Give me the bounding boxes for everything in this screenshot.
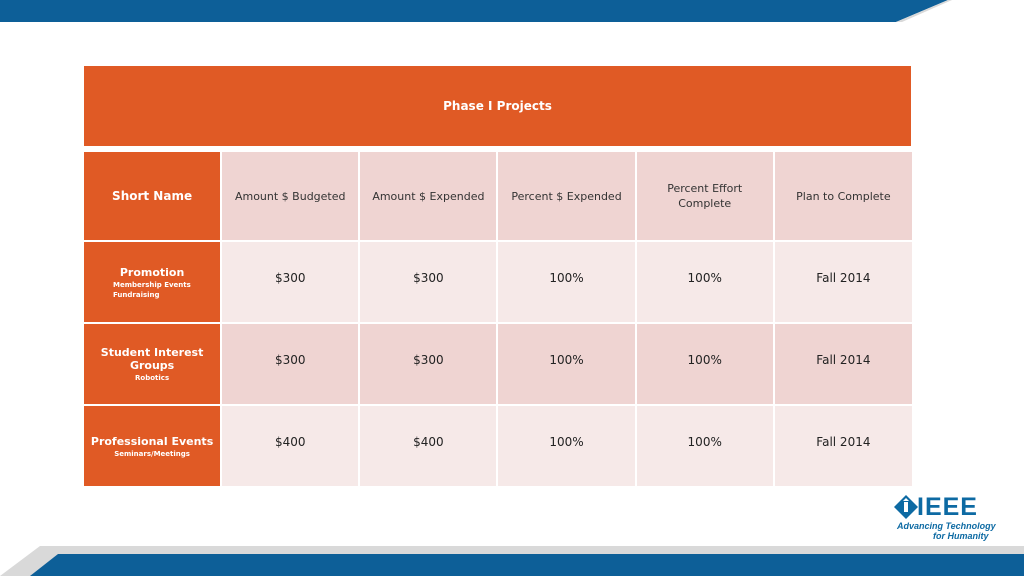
cell-amount-budgeted: $300: [221, 241, 359, 323]
ieee-diamond-icon: [893, 494, 919, 520]
bottom-decorative-bar: [0, 546, 1024, 576]
row-header-student-interest-groups: [83, 323, 221, 405]
column-header-amount-expended: Amount $ Expended: [359, 151, 497, 241]
cell-amount-expended: $300: [359, 241, 497, 323]
cell-percent-effort: 100%: [636, 241, 774, 323]
column-header-plan-to-complete: Plan to Complete: [774, 151, 912, 241]
column-header-percent-expended: Percent $ Expended: [497, 151, 635, 241]
row-subtitle: Robotics: [135, 374, 170, 382]
percent-effort-line-2: Complete: [678, 197, 732, 210]
top-decorative-bar: [0, 0, 1024, 22]
percent-effort-line-1: Percent Effort: [667, 182, 743, 195]
row-header-professional-events: [83, 405, 221, 486]
row-header-promotion: [83, 241, 221, 323]
cell-amount-expended: $400: [359, 405, 497, 486]
cell-amount-budgeted: $300: [221, 323, 359, 405]
cell-plan-to-complete: Fall 2014: [774, 405, 912, 486]
row-title: Promotion: [119, 265, 185, 279]
cell-percent-effort: 100%: [636, 323, 774, 405]
cell-plan-to-complete: Fall 2014: [774, 241, 912, 323]
cell-percent-expended: 100%: [497, 241, 635, 323]
table-row: [83, 323, 912, 405]
row-title: Professional Events: [90, 434, 214, 448]
ieee-tagline: Advancing Technology: [897, 521, 996, 531]
cell-amount-expended: $300: [359, 323, 497, 405]
ieee-logo: [893, 491, 1003, 545]
cell-percent-expended: 100%: [497, 405, 635, 486]
cell-percent-effort: 100%: [636, 405, 774, 486]
table-row: [83, 241, 912, 323]
column-header-short-name: Short Name: [83, 151, 221, 241]
cell-plan-to-complete: Fall 2014: [774, 323, 912, 405]
column-header-amount-budgeted: Amount $ Budgeted: [221, 151, 359, 241]
table-title: Phase I Projects: [83, 65, 912, 147]
ieee-wordmark: IEEE: [917, 493, 978, 521]
cell-amount-budgeted: $400: [221, 405, 359, 486]
row-title: Student Interest Groups: [100, 346, 204, 372]
row-subtitle: Seminars/Meetings: [114, 449, 190, 458]
phase-projects-table: [82, 64, 913, 486]
row-subtitle: Fundraising: [113, 290, 160, 299]
table-row: [83, 405, 912, 486]
ieee-tagline: for Humanity: [933, 531, 989, 541]
row-subtitle: Membership Events: [113, 280, 191, 289]
cell-percent-expended: 100%: [497, 323, 635, 405]
column-header-percent-effort: [636, 151, 774, 241]
